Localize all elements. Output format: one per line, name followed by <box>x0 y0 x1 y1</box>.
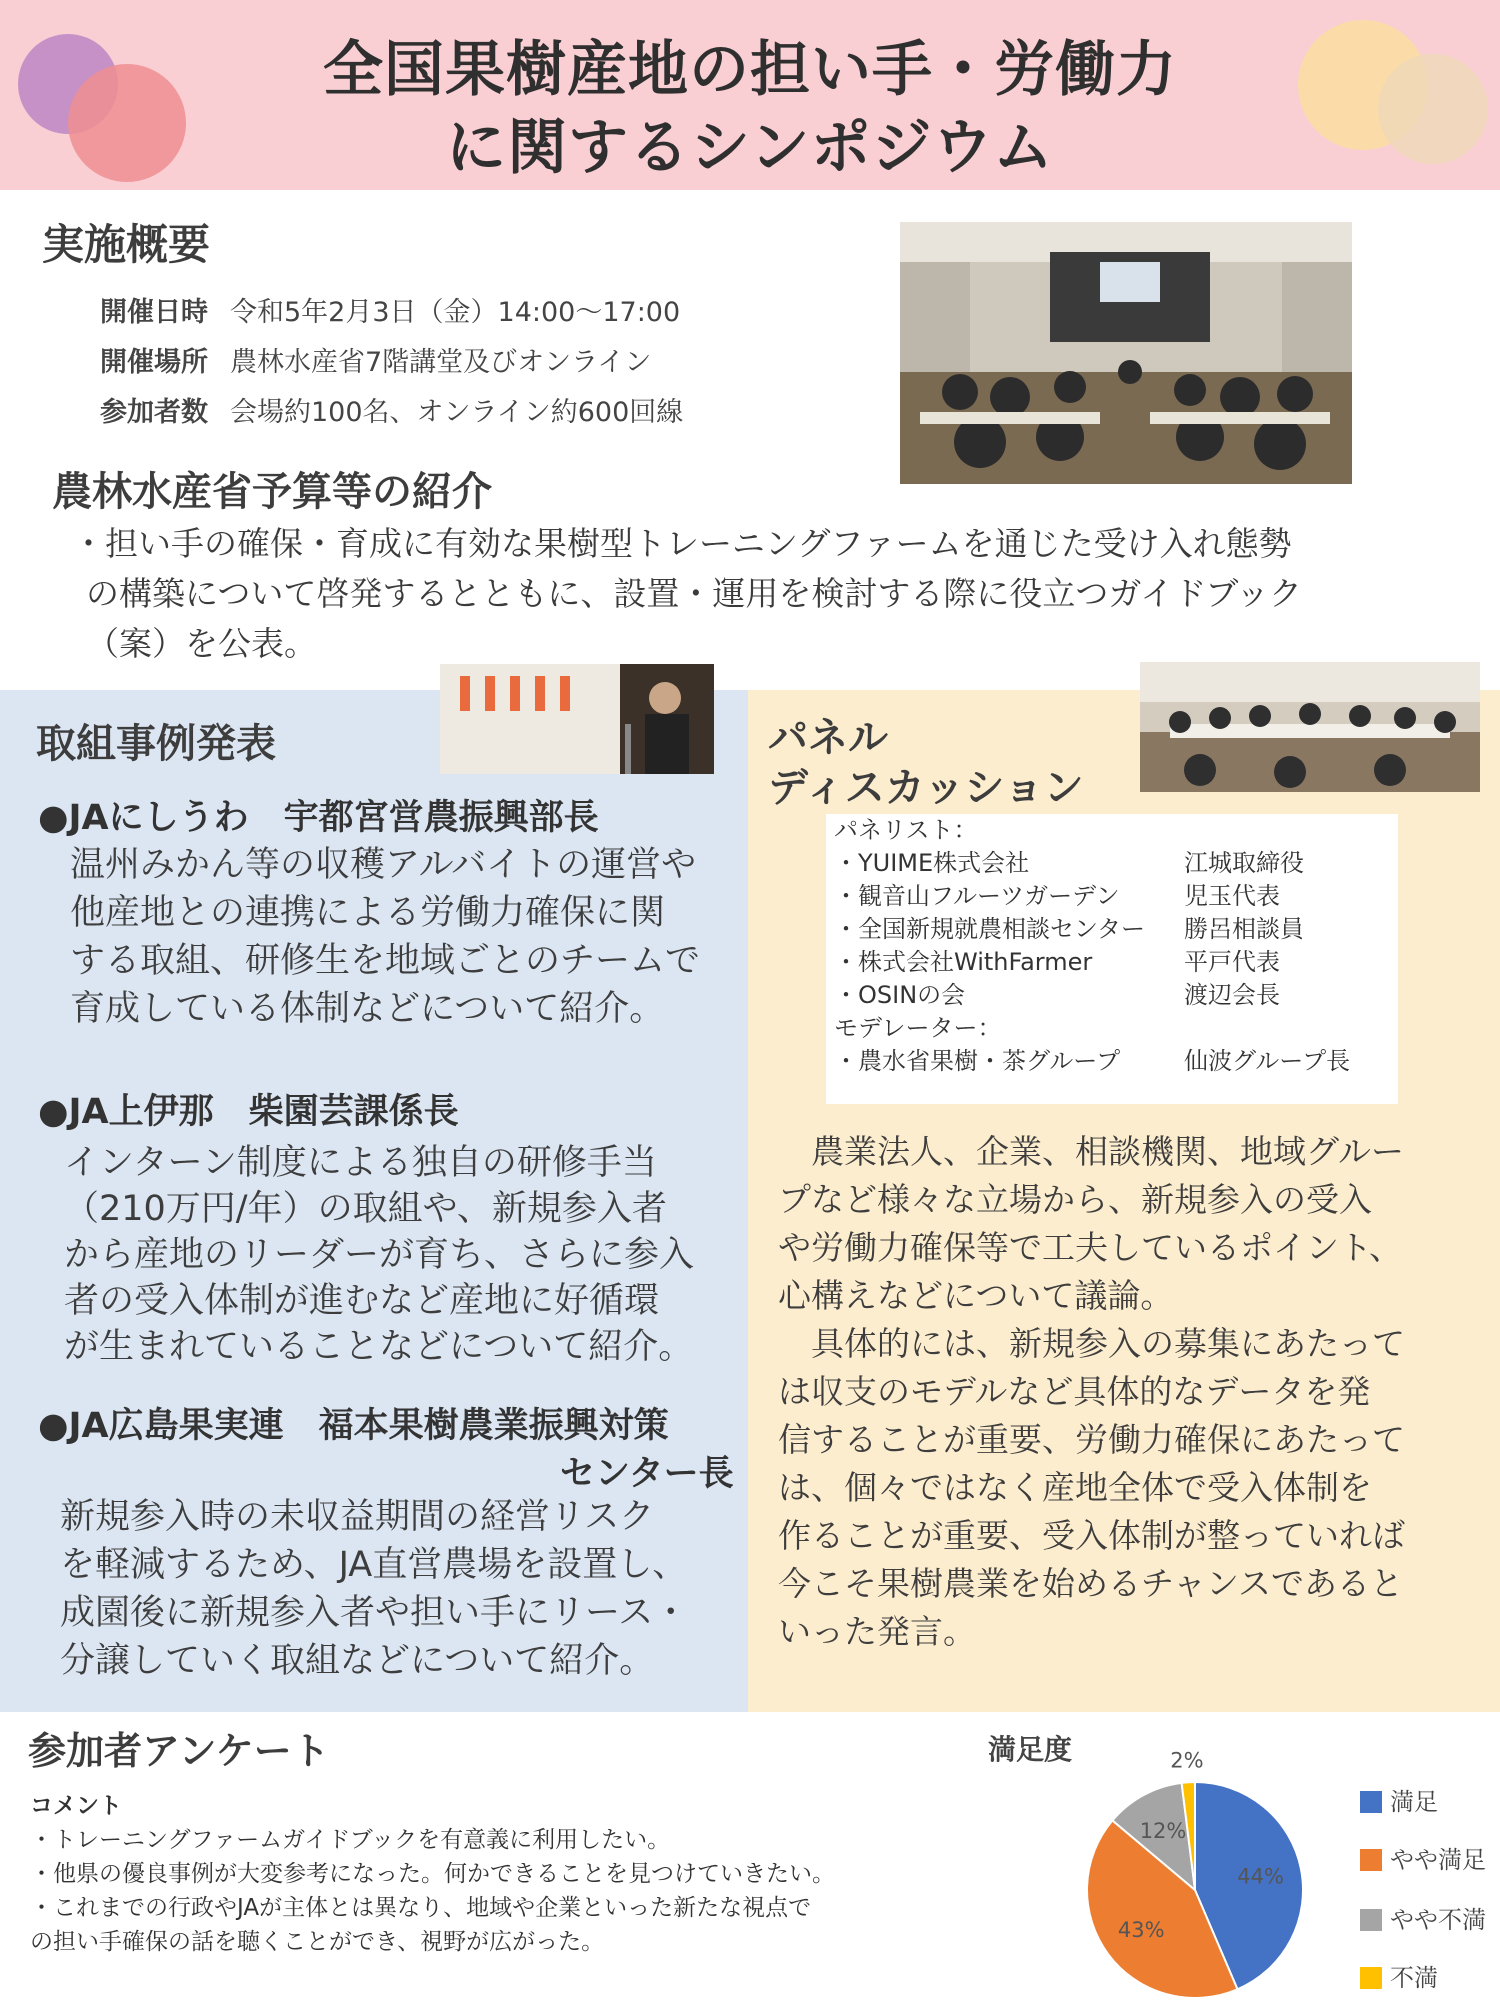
legend-swatch <box>1360 1849 1382 1871</box>
panel-photo <box>1140 662 1480 792</box>
panel-body-line: や労働力確保等で工夫しているポイント、 <box>778 1228 1403 1267</box>
panelist-row <box>826 979 1398 1012</box>
panel-body-line: 信することが重要、労働力確保にあたって <box>778 1420 1405 1459</box>
panelist-role: 児玉代表 <box>1184 882 1280 910</box>
chart-title: 満足度 <box>988 1733 1073 1766</box>
summary-row-date <box>100 290 680 329</box>
panelist-label-row <box>826 814 1398 847</box>
panel-body-line: 農業法人、企業、相談機関、地域グルー <box>778 1132 1405 1171</box>
satisfaction-pie-chart <box>1060 1730 1330 2000</box>
case-3-line: 新規参入時の未収益期間の経営リスク <box>60 1497 655 1537</box>
case-3-line: を軽減するため、JA直営農場を設置し、 <box>60 1545 688 1585</box>
moderator-label: モデレーター： <box>834 1014 1002 1042</box>
case-1-line: 育成している体制などについて紹介。 <box>70 989 665 1029</box>
case-2-line: インターン制度による独自の研修手当 <box>64 1143 657 1183</box>
panelist-org: ・株式会社WithFarmer <box>834 948 1093 976</box>
panel-heading-line2: ディスカッション <box>768 765 1084 811</box>
panelist-org: ・観音山フルーツガーデン <box>834 882 1120 910</box>
presenter-photo <box>440 664 714 774</box>
case-1-line: 他産地との連携による労働力確保に関 <box>70 893 666 933</box>
case-2-line: が生まれていることなどについて紹介。 <box>64 1327 694 1367</box>
budget-line: の構築について啓発するとともに、設置・運用を検討する際に役立つガイドブック <box>86 574 1303 613</box>
case-studies-heading: 取組事例発表 <box>36 721 276 767</box>
panelist-row <box>826 880 1398 913</box>
comment-label: コメント <box>30 1793 122 1819</box>
moderator-label-row <box>826 1012 1398 1045</box>
panel-body-line: は収支のモデルなど具体的なデータを発 <box>778 1372 1371 1411</box>
pie-data-label: 43% <box>1117 1917 1165 1942</box>
venue-photo <box>900 222 1352 484</box>
legend-item <box>1360 1840 1486 1875</box>
panelist-org: ・YUIME株式会社 <box>834 849 1030 877</box>
budget-line: ・担い手の確保・育成に有効な果樹型トレーニングファームを通じた受け入れ態勢 <box>72 524 1292 563</box>
summary-heading: 実施概要 <box>42 220 211 269</box>
legend-item <box>1360 1958 1438 1993</box>
panel-body-line: 作ることが重要、受入体制が整っていれば <box>778 1516 1405 1555</box>
panelist-org: ・OSINの会 <box>834 981 966 1009</box>
panel-body-line: は、個々ではなく産地全体で受入体制を <box>778 1468 1372 1507</box>
panelist-role: 勝呂相談員 <box>1184 915 1304 943</box>
moderator-org: ・農水省果樹・茶グループ <box>834 1047 1121 1075</box>
panelist-list <box>826 814 1398 1104</box>
summary-label: 参加者数 <box>100 397 208 428</box>
case-3-line: 分譲していく取組などについて紹介。 <box>60 1641 655 1681</box>
comment-line: ・これまでの行政やJAが主体とは異なり、地域や企業といった新たな視点で <box>30 1895 812 1921</box>
legend-item <box>1360 1782 1438 1817</box>
summary-value: 農林水産省7階講堂及びオンライン <box>230 347 652 378</box>
panel-body-line: 具体的には、新規参入の募集にあたって <box>778 1324 1405 1363</box>
budget-line: （案）を公表。 <box>86 624 317 663</box>
summary-value: 令和5年2月3日（金）14:00〜17:00 <box>230 297 681 328</box>
panel-heading-line1: パネル <box>768 715 888 761</box>
summary-label: 開催日時 <box>100 297 208 328</box>
legend-swatch <box>1360 1909 1382 1931</box>
case-1-line: する取組、研修生を地域ごとのチームで <box>70 941 701 981</box>
comment-line: ・他県の優良事例が大変参考になった。何かできることを見つけていきたい。 <box>30 1861 835 1887</box>
legend-item <box>1360 1900 1486 1935</box>
summary-label: 開催場所 <box>100 347 208 378</box>
panelist-role: 渡辺会長 <box>1184 981 1280 1009</box>
panel-body-line: 心構えなどについて議論。 <box>778 1276 1174 1315</box>
legend-label: 不満 <box>1390 1964 1438 1992</box>
summary-row-venue <box>100 340 651 379</box>
budget-heading: 農林水産省予算等の紹介 <box>52 469 492 515</box>
legend-label: やや満足 <box>1390 1846 1486 1874</box>
header-banner <box>0 0 1500 190</box>
panelist-role: 江城取締役 <box>1184 849 1304 877</box>
panel-body <box>778 1128 1490 1656</box>
summary-value: 会場約100名、オンライン約600回線 <box>230 397 684 428</box>
panelist-label: パネリスト： <box>834 816 978 844</box>
page-title-line1: 全国果樹産地の担い手・労働力 <box>323 35 1177 105</box>
legend-label: 満足 <box>1390 1788 1438 1816</box>
case-2-line: から産地のリーダーが育ち、さらに参入 <box>64 1235 695 1275</box>
panelist-role: 平戸代表 <box>1184 948 1280 976</box>
moderator-role: 仙波グループ長 <box>1184 1047 1351 1075</box>
case-2-line: 者の受入体制が進むなど産地に好循環 <box>64 1281 660 1321</box>
legend-swatch <box>1360 1791 1382 1813</box>
case-1-title: ●JAにしうわ 宇都宮営農振興部長 <box>38 798 599 838</box>
panel-body-line: 今こそ果樹農業を始めるチャンスであると <box>778 1564 1404 1603</box>
panelist-row <box>826 847 1398 880</box>
panel-body-line: プなど様々な立場から、新規参入の受入 <box>778 1180 1372 1219</box>
panelist-row <box>826 913 1398 946</box>
case-3-title: ●JA広島果実連 福本果樹農業振興対策 <box>38 1406 669 1446</box>
survey-heading: 参加者アンケート <box>28 1729 330 1773</box>
comment-line: ・トレーニングファームガイドブックを有意義に利用したい。 <box>30 1827 671 1853</box>
pie-data-label: 2% <box>1170 1748 1204 1773</box>
page-title-line2: に関するシンポジウム <box>446 113 1054 183</box>
pie-data-label: 44% <box>1237 1864 1284 1889</box>
case-2-title: ●JA上伊那 柴園芸課係長 <box>38 1092 459 1132</box>
panelist-row <box>826 946 1398 979</box>
comment-line: の担い手確保の話を聴くことができ、視野が広がった。 <box>30 1929 605 1955</box>
summary-row-attendees <box>100 390 683 429</box>
case-1-line: 温州みかん等の収穫アルバイトの運営や <box>70 845 697 885</box>
legend-swatch <box>1360 1967 1382 1989</box>
panelist-org: ・全国新規就農相談センター <box>834 915 1146 943</box>
legend-label: やや不満 <box>1390 1906 1486 1934</box>
case-3-line: 成園後に新規参入者や担い手にリース・ <box>60 1593 689 1633</box>
pie-data-label: 12% <box>1139 1819 1187 1844</box>
moderator-row <box>826 1045 1398 1078</box>
case-3-title-cont: センター長 <box>560 1454 734 1494</box>
panel-body-line: いった発言。 <box>778 1612 976 1651</box>
case-2-line: （210万円/年）の取組や、新規参入者 <box>64 1189 667 1229</box>
